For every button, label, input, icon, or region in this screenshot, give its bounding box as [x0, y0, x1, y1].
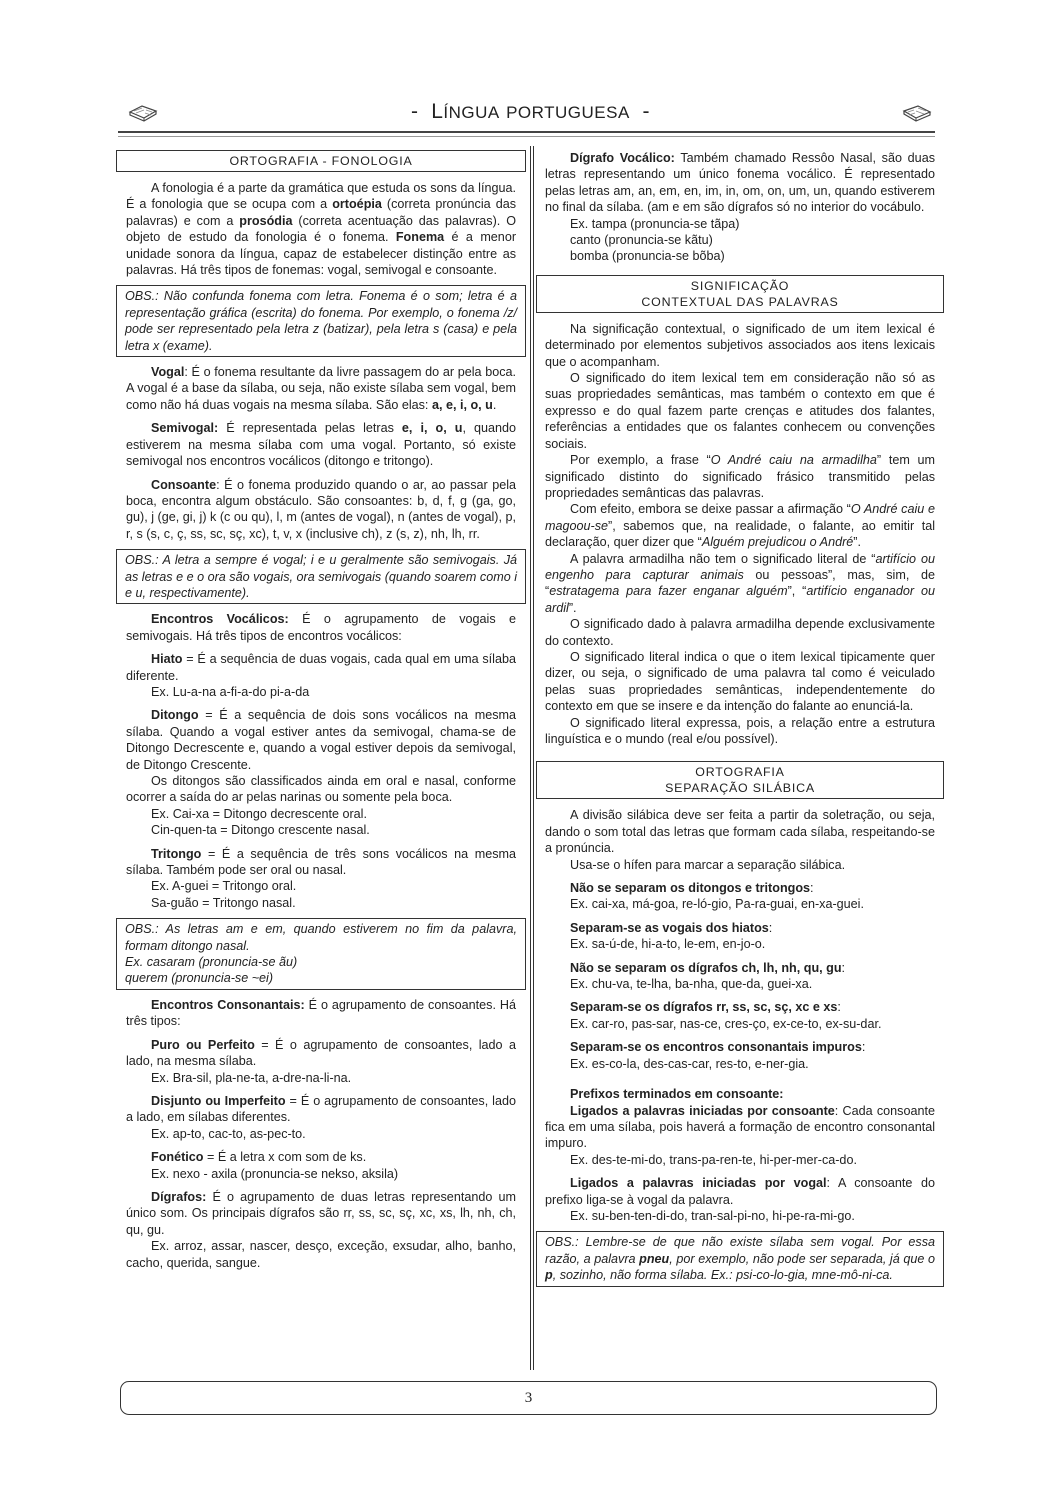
title-dash-right: -	[642, 100, 650, 123]
header-rule	[118, 131, 935, 137]
example-tritongo-1: Ex. A-guei = Tritongo oral.	[151, 879, 297, 894]
title-dash-left: -	[411, 100, 419, 123]
paragraph-consoante: Consoante: É o fonema produzido quando o ar, ao passar pela boca, encontra algum obstáculo. São consoantes: b, d, f, g (ga, go, gu), j (ge, gi, j) k (c ou qu), l, m (antes de vogal), n (antes de vogal), p, r, s (s, c, ç, ss, sc, sç, xc), t, v, x (inclusive ch), z (s, z), nh, lh, rr.	[126, 477, 516, 541]
obs-box-vogais: OBS.: A letra a sempre é vogal; i e u geralmente são semivogais. Já as letras e e o ora são vogais, ora semivogais (quando soarem como i e u, respectivamente).	[116, 549, 526, 604]
example-puro: Ex. Bra-sil, pla-ne-ta, a-dre-na-li-na.	[151, 1070, 352, 1085]
paragraph-hiato: Hiato = É a sequência de duas vogais, cada qual em uma sílaba diferente.	[126, 652, 516, 683]
page-title	[0, 100, 1061, 124]
example-rule-digrafos: Ex. chu-va, te-lha, ba-nha, que-da, guei-xa.	[570, 977, 813, 992]
example-disjunto: Ex. ap-to, cac-to, as-pec-to.	[151, 1126, 306, 1141]
example-ditongo-2: Cin-quen-ta = Ditongo crescente nasal.	[151, 823, 370, 838]
obs-box-ditongo-nasal: OBS.: As letras am e em, quando estiverem no fim da palavra, formam ditongo nasal. Ex. casaram (pronuncia-se ãu) querem (pronuncia-se ~ei)	[116, 918, 526, 990]
title-initial: L	[431, 100, 444, 123]
paragraph-significacao-6: O significado dado à palavra armadilha depende exclusivamente do contexto.	[545, 617, 935, 648]
example-digrafos: Ex. arroz, assar, nascer, desço, exceção, exsudar, alho, banho, cacho, querida, sangue.	[126, 1239, 516, 1270]
paragraph-digrafo-vocalico: Dígrafo Vocálico: Também chamado Ressôo Nasal, são duas letras representando um único fonema vocálico. É representado pelas letras am, an, em, en, im, in, om, on, um, un, quando estiverem no final da sílaba. (am e em são dígrafos só no interior do vocábulo.	[545, 151, 935, 215]
example-prefixo-consoante: Ex. des-te-mi-do, trans-pa-ren-te, hi-per-mer-ca-do.	[570, 1152, 857, 1167]
example-fonetico: Ex. nexo - axila (pronuncia-se nekso, aksila)	[151, 1166, 399, 1181]
rule-encontros-impuros: Separam-se os encontros consonantais impuros:	[570, 1040, 866, 1055]
paragraph-significacao-5: A palavra armadilha não tem o significado literal de “artifício ou engenho para capturar animais ou pessoas”, mas, sim, de “estratagema para fazer enganar alguém”, “artifício enganador ou ardil”.	[545, 551, 935, 615]
prefixos-title: Prefixos terminados em consoante:	[570, 1087, 784, 1102]
obs-box-fonema: OBS.: Não confunda fonema com letra. Fonema é o som; letra é a representação gráfica (escrita) do fonema. Por exemplo, o fonema /z/ pode ser representado pela letra z (batizar), pela letra s (casa) e pela letra x (exame).	[116, 285, 526, 357]
example-rule-ditongos: Ex. cai-xa, má-goa, re-ló-gio, Pa-ra-guai, en-xa-guei.	[570, 897, 864, 912]
example-rule-encontros-impuros: Ex. es-co-la, des-cas-car, res-to, e-ner-gia.	[570, 1056, 809, 1071]
example-rule-separam-digrafos: Ex. car-ro, pas-sar, nas-ce, cres-ço, ex-ce-to, ex-su-dar.	[570, 1016, 882, 1031]
section-title-fonologia: ORTOGRAFIA - FONOLOGIA	[116, 150, 526, 172]
paragraph-encontros-consonantais: Encontros Consonantais: É o agrupamento de consoantes. Há três tipos:	[126, 997, 516, 1029]
section-title-separacao-silabica: ORTOGRAFIA SEPARAÇÃO SILÁBICA	[536, 761, 944, 799]
rule-ditongos: Não se separam os ditongos e tritongos:	[570, 881, 814, 896]
section-title-significacao: SIGNIFICAÇÃO CONTEXTUAL DAS PALAVRAS	[536, 275, 944, 313]
title-word-2: PORTUGUESA	[506, 103, 630, 122]
paragraph-ditongo: Ditongo = É a sequência de dois sons vocálicos na mesma sílaba. Quando a vogal estiver antes da semivogal, chama-se de Ditongo Decrescente e, quando a vogal estiver depois da semivogal, de Ditongo Crescente.	[126, 708, 516, 772]
left-column	[126, 150, 516, 1271]
paragraph-significacao-8: O significado literal expressa, pois, a relação entre a estrutura linguística e o mundo (real e/ou possível).	[545, 715, 935, 746]
paragraph-semivogal: Semivogal: É representada pelas letras e, i, o, u, quando estiverem na mesma sílaba com uma vogal. Portanto, só existe semivogal nos encontros vocálicos (ditongo e tritongo).	[126, 421, 517, 469]
paragraph-tritongo: Tritongo = É a sequência de três sons vocálicos na mesma sílaba. Também pode ser oral ou nasal.	[126, 846, 516, 878]
paragraph-disjunto: Disjunto ou Imperfeito = É o agrupamento de consoantes, lado a lado, em sílabas diferentes.	[126, 1093, 516, 1125]
paragraph-significacao-4: Com efeito, embora se deixe passar a afirmação “O André caiu e magoou-se”, sabemos que, na realidade, o falante, ao emitir tal declaração, quer dizer que “Alguém prejudicou o André”.	[545, 502, 935, 550]
paragraph-fonetico: Fonético = É a letra x com som de ks.	[151, 1150, 367, 1165]
example-hiato: Ex. Lu-a-na a-fi-a-do pi-a-da	[151, 684, 310, 699]
right-column	[545, 150, 935, 1294]
paragraph-significacao-7: O significado literal indica o que o item lexical tipicamente quer dizer, ou seja, o significado de uma palavra tal como é veiculado pelas suas propriedades semânticas, independentemente do contexto em que se insere e da intenção do falante ao enunciá-la.	[545, 649, 935, 714]
paragraph-ditongo-2: Os ditongos são classificados ainda em oral e nasal, conforme ocorrer a saída do ar pelas narinas ou somente pela boca.	[126, 774, 516, 805]
paragraph-puro: Puro ou Perfeito = É o agrupamento de consoantes, lado a lado, na mesma sílaba.	[126, 1037, 516, 1069]
example-digrafo-3: bomba (pronuncia-se bõba)	[570, 249, 725, 264]
rule-hiatos: Separam-se as vogais dos hiatos:	[570, 920, 773, 935]
example-digrafo-2: canto (pronuncia-se kãtu)	[570, 233, 713, 248]
rule-digrafos: Não se separam os dígrafos ch, lh, nh, qu, gu:	[570, 960, 846, 975]
obs-box-silaba: OBS.: Lembre-se de que não existe sílaba sem vogal. Por essa razão, a palavra pneu, por exemplo, não pode ser separada, já que o p, sozinho, não forma sílaba. Ex.: psi-co-lo-gia, mne-mô-ni-ca.	[536, 1231, 944, 1286]
example-prefixo-vogal: Ex. su-ben-ten-di-do, tran-sal-pi-no, hi-pe-ra-mi-go.	[570, 1208, 855, 1223]
paragraph-separacao-2: Usa-se o hífen para marcar a separação silábica.	[570, 857, 846, 872]
paragraph-fonologia: A fonologia é a parte da gramática que estuda os sons da língua. É a fonologia que se ocupa com a ortoépia (correta pronúncia das palavras) e com a prosódia (correta acentuação das palavras). O objeto de estudo da fonologia é o fonema. Fonema é a menor unidade sonora da língua, capaz de estabelecer distinção entre as palavras. Há três tipos de fonemas: vogal, semivogal e consoante.	[126, 181, 517, 278]
paragraph-vogal: Vogal: É o fonema resultante da livre passagem do ar pela boca. A vogal é a base da sílaba, ou seja, não existe sílaba sem vogal, bem como não há duas vogais na mesma sílaba. São elas: a, e, i, o, u.	[126, 365, 516, 412]
example-rule-hiatos: Ex. sa-ú-de, hi-a-to, le-em, en-jo-o.	[570, 937, 766, 952]
paragraph-encontros-vocalicos: Encontros Vocálicos: É o agrupamento de vogais e semivogais. Há três tipos de encontros vocálicos:	[126, 612, 516, 643]
example-digrafo-1: Ex. tampa (pronuncia-se tãpa)	[570, 216, 740, 231]
rule-prefixo-vogal: Ligados a palavras iniciadas por vogal: A consoante do prefixo liga-se à vogal da palavra.	[545, 1176, 935, 1207]
example-ditongo-1: Ex. Cai-xa = Ditongo decrescente oral.	[151, 806, 367, 821]
paragraph-significacao-3: Por exemplo, a frase “O André caiu na armadilha” tem um significado distinto do significado frásico transmitido pelas propriedades semânticas das palavras.	[545, 453, 936, 500]
rule-separam-digrafos: Separam-se os dígrafos rr, ss, sc, sç, xc e xs:	[570, 1000, 841, 1015]
paragraph-separacao-1: A divisão silábica deve ser feita a partir da soletração, ou seja, dando o som total das letras que formam cada sílaba, respeitando-se a pronúncia.	[545, 808, 935, 856]
page-number: 3	[120, 1381, 937, 1415]
rule-prefixo-consoante: Ligados a palavras iniciadas por consoante: Cada consoante fica em uma sílaba, pois haverá a formação de encontro consonantal impuro.	[545, 1103, 935, 1151]
column-divider	[530, 146, 534, 1370]
paragraph-digrafos: Dígrafos: É o agrupamento de duas letras representando um único som. Os principais dígrafos são rr, ss, sc, sç, xc, xs, lh, nh, ch, qu, gu.	[126, 1189, 516, 1237]
example-tritongo-2: Sa-guão = Tritongo nasal.	[151, 895, 296, 910]
paragraph-significacao-1: Na significação contextual, o significado de um item lexical é determinado por elementos subjetivos associados aos itens lexicais que o acompanham.	[545, 321, 935, 369]
title-word-1: ÍNGUA	[443, 103, 500, 122]
paragraph-significacao-2: O significado do item lexical tem em consideração não só as suas propriedades semânticas, mas também o contexto em que é expresso e do qual fazem parte crenças e atitudes dos falantes, referências a entidades que os falantes conhecem ou convenções sociais.	[545, 371, 935, 451]
